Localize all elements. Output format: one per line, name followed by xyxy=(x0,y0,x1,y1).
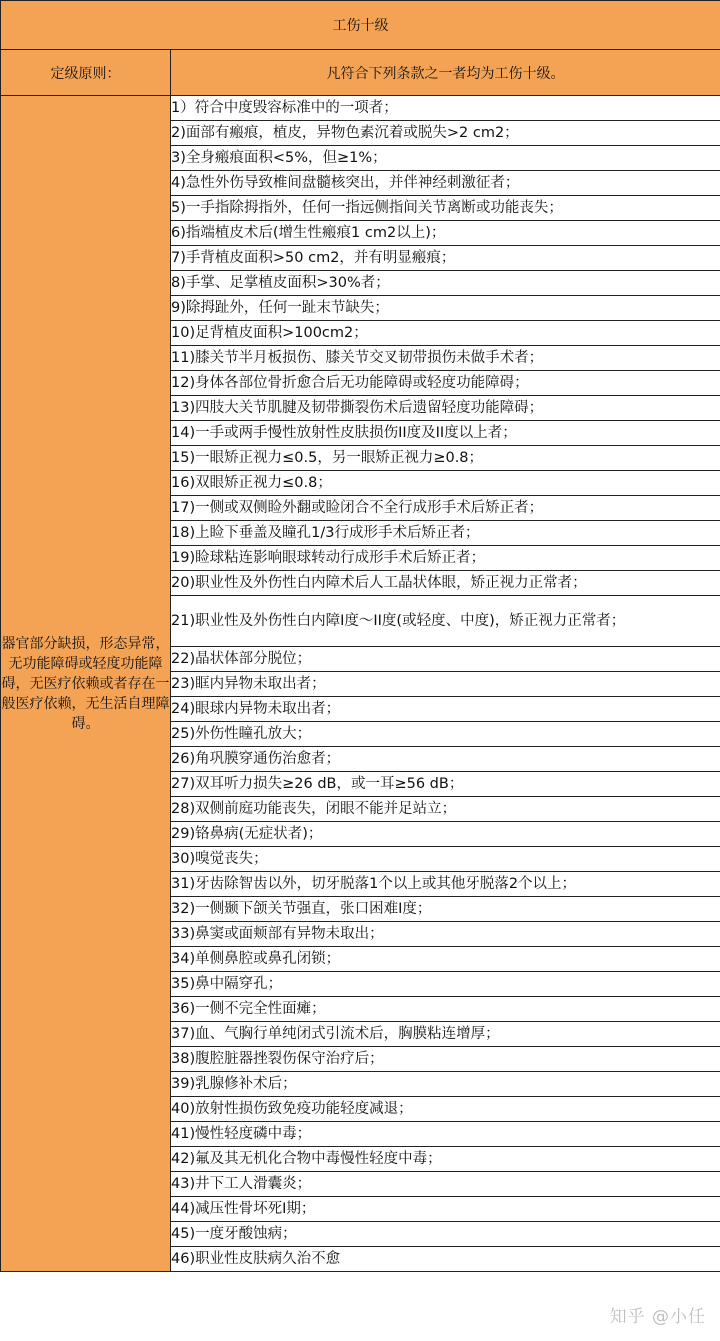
criteria-item: 21)职业性及外伤性白内障I度～II度(或轻度、中度)，矫正视力正常者； xyxy=(171,596,720,647)
principle-text: 凡符合下列条款之一者均为工伤十级。 xyxy=(171,50,720,96)
criteria-item: 25)外伤性瞳孔放大； xyxy=(171,722,720,747)
criteria-item: 19)睑球粘连影响眼球转动行成形手术后矫正者； xyxy=(171,546,720,571)
criteria-item: 22)晶状体部分脱位； xyxy=(171,647,720,672)
criteria-item: 34)单侧鼻腔或鼻孔闭锁； xyxy=(171,947,720,972)
criteria-item: 44)减压性骨坏死I期； xyxy=(171,1197,720,1222)
criteria-item: 5)一手指除拇指外，任何一指远侧指间关节离断或功能丧失； xyxy=(171,196,720,221)
criteria-item: 26)角巩膜穿通伤治愈者； xyxy=(171,747,720,772)
criteria-item: 12)身体各部位骨折愈合后无功能障碍或轻度功能障碍； xyxy=(171,371,720,396)
criteria-item: 31)牙齿除智齿以外，切牙脱落1个以上或其他牙脱落2个以上； xyxy=(171,872,720,897)
principle-label: 定级原则： xyxy=(1,50,171,96)
criteria-item: 39)乳腺修补术后； xyxy=(171,1072,720,1097)
criteria-item: 32)一侧颞下颌关节强直，张口困难I度； xyxy=(171,897,720,922)
watermark: 知乎 @小任 xyxy=(609,1307,706,1327)
principle-row xyxy=(1,50,720,96)
criteria-item: 30)嗅觉丧失； xyxy=(171,847,720,872)
criteria-item: 28)双侧前庭功能丧失，闭眼不能并足站立； xyxy=(171,797,720,822)
criteria-item: 14)一手或两手慢性放射性皮肤损伤II度及II度以上者； xyxy=(171,421,720,446)
criteria-item: 15)一眼矫正视力≤0.5，另一眼矫正视力≥0.8； xyxy=(171,446,720,471)
criteria-item: 41)慢性轻度磷中毒； xyxy=(171,1122,720,1147)
criteria-item: 20)职业性及外伤性白内障术后人工晶状体眼，矫正视力正常者； xyxy=(171,571,720,596)
grade-description: 器官部分缺损，形态异常，无功能障碍或轻度功能障碍，无医疗依赖或者存在一般医疗依赖，无生活自理障碍。 xyxy=(1,96,171,1272)
criteria-item: 37)血、气胸行单纯闭式引流术后，胸膜粘连增厚； xyxy=(171,1022,720,1047)
table-row xyxy=(1,96,720,121)
criteria-item: 1）符合中度毁容标准中的一项者； xyxy=(171,96,720,121)
criteria-item: 35)鼻中隔穿孔； xyxy=(171,972,720,997)
table-title: 工伤十级 xyxy=(1,1,720,50)
criteria-item: 18)上睑下垂盖及瞳孔1/3行成形手术后矫正者； xyxy=(171,521,720,546)
criteria-item: 8)手掌、足掌植皮面积>30%者； xyxy=(171,271,720,296)
criteria-item: 23)眶内异物未取出者； xyxy=(171,672,720,697)
criteria-item: 10)足背植皮面积>100cm2； xyxy=(171,321,720,346)
criteria-item: 24)眼球内异物未取出者； xyxy=(171,697,720,722)
criteria-item: 29)铬鼻病(无症状者)； xyxy=(171,822,720,847)
criteria-item: 4)急性外伤导致椎间盘髓核突出，并伴神经刺激征者； xyxy=(171,171,720,196)
criteria-item: 36)一侧不完全性面瘫； xyxy=(171,997,720,1022)
criteria-item: 46)职业性皮肤病久治不愈 xyxy=(171,1247,720,1272)
criteria-item: 11)膝关节半月板损伤、膝关节交叉韧带损伤未做手术者； xyxy=(171,346,720,371)
criteria-item: 2)面部有瘢痕，植皮，异物色素沉着或脱失>2 cm2； xyxy=(171,121,720,146)
criteria-item: 7)手背植皮面积>50 cm2，并有明显瘢痕； xyxy=(171,246,720,271)
criteria-item: 42)氟及其无机化合物中毒慢性轻度中毒； xyxy=(171,1147,720,1172)
criteria-item: 27)双耳听力损失≥26 dB，或一耳≥56 dB； xyxy=(171,772,720,797)
criteria-item: 38)腹腔脏器挫裂伤保守治疗后； xyxy=(171,1047,720,1072)
criteria-item: 16)双眼矫正视力≤0.8； xyxy=(171,471,720,496)
criteria-item: 45)一度牙酸蚀病； xyxy=(171,1222,720,1247)
criteria-item: 17)一侧或双侧睑外翻或睑闭合不全行成形手术后矫正者； xyxy=(171,496,720,521)
title-row xyxy=(1,1,720,50)
criteria-item: 33)鼻窦或面颊部有异物未取出； xyxy=(171,922,720,947)
criteria-item: 6)指端植皮术后(增生性瘢痕1 cm2以上)； xyxy=(171,221,720,246)
criteria-item: 3)全身瘢痕面积<5%，但≥1%； xyxy=(171,146,720,171)
criteria-item: 40)放射性损伤致免疫功能轻度减退； xyxy=(171,1097,720,1122)
criteria-item: 43)井下工人滑囊炎； xyxy=(171,1172,720,1197)
criteria-item: 13)四肢大关节肌腱及韧带撕裂伤术后遗留轻度功能障碍； xyxy=(171,396,720,421)
criteria-item: 9)除拇趾外，任何一趾末节缺失； xyxy=(171,296,720,321)
